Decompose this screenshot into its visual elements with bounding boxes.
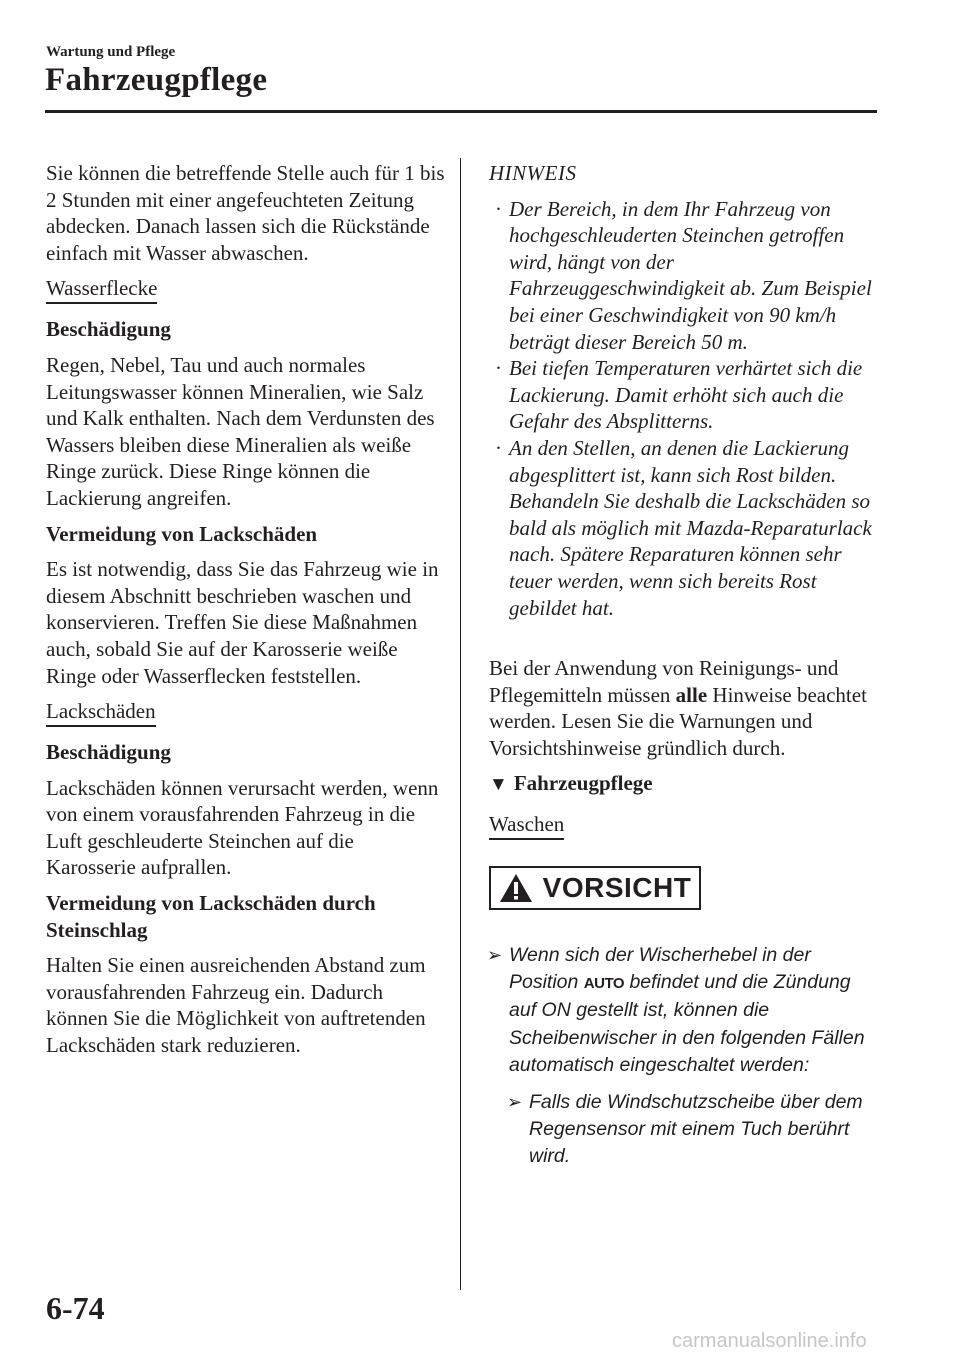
section-heading-text: Fahrzeugpflege: [513, 771, 653, 796]
right-column: [489, 160, 879, 1171]
left-column: [46, 160, 446, 1068]
hinweis-list: [489, 196, 879, 622]
wasserflecke-damage-heading: Beschädigung: [46, 317, 171, 342]
lackschaeden-heading: Lackschäden: [46, 699, 156, 727]
intro-paragraph: Sie können die betreffende Stelle auch für 1 bis 2 Stunden mit einer angefeuchteten Zeitung abdecken. Danach lassen sich die Rückstände einfach mit Wasser abwaschen.: [46, 161, 445, 265]
triangle-down-icon: ▼: [489, 774, 508, 796]
auto-position-badge: AUTO: [583, 975, 625, 993]
arrow-right-icon: ➢: [507, 1092, 523, 1113]
vorsicht-label: VORSICHT: [542, 871, 692, 903]
vorsicht-banner: [489, 866, 701, 910]
hinweis-heading: HINWEIS: [489, 161, 577, 185]
waschen-heading: Waschen: [489, 812, 564, 840]
hinweis-item: [489, 435, 879, 621]
header-rule: [45, 110, 877, 113]
usage-paragraph: Bei der Anwendung von Reinigungs- und Pflegemitteln müssen alle Hinweise beachtet werden. Lesen Sie die Warnungen und Vorsichtshinweise gründlich durch.: [489, 656, 867, 760]
hinweis-item-text: An den Stellen, an denen die Lackierung abgesplittert ist, kann sich Rost bilden. Behandeln Sie deshalb die Lackschäden so bald als möglich mit Mazda-Reparaturlack nach. Spätere Reparaturen können sehr teuer werden, wenn sich bereits Rost gebildet hat.: [509, 435, 872, 620]
wasserflecke-prevent-heading: Vermeidung von Lackschäden: [46, 521, 318, 546]
usage-emphasis: alle: [675, 682, 708, 707]
hinweis-item-text: Der Bereich, in dem Ihr Fahrzeug von hochgeschleuderten Steinchen getroffen wird, hängt von der Fahrzeuggeschwindigkeit ab. Zum Beispiel bei einer Geschwindigkeit von 90 km/h beträgt dieser Bereich 50 m.: [509, 196, 872, 354]
lackschaeden-damage-heading: Beschädigung: [46, 740, 171, 765]
wasserflecke-heading: Wasserflecke: [46, 276, 157, 304]
caution-item: ➢ Wenn sich der Wischerhebel in der Position AUTO befindet und die Zündung auf ON gestellt ist, können die Scheibenwischer in den folgenden Fällen automatisch eingeschaltet werden:: [487, 944, 865, 1076]
bullet-dot-icon: ·: [495, 196, 502, 221]
bullet-dot-icon: ·: [495, 356, 502, 381]
header-section-label: Wartung und Pflege: [46, 44, 176, 60]
caution-subitem: ➢ Falls die Windschutzscheibe über dem Regensensor mit einem Tuch berührt wird.: [507, 1091, 863, 1168]
page-number: 6-74: [46, 1290, 105, 1326]
wasserflecke-damage-text: Regen, Nebel, Tau und auch normales Leitungswasser können Mineralien, wie Salz und Kalk enthalten. Nach dem Verdunsten des Wassers bleiben diese Mineralien als weiße Ringe zurück. Diese Ringe können die Lackierung angreifen.: [46, 352, 435, 510]
wasserflecke-prevent-text: Es ist notwendig, dass Sie das Fahrzeug wie in diesem Abschnitt beschrieben waschen und konservieren. Treffen Sie diese Maßnahmen auch, sobald Sie auf der Karosserie weiße Ringe oder Wasserflecken feststellen.: [46, 557, 439, 688]
watermark-text: carmanualsonline.info: [672, 1330, 867, 1352]
section-heading: [489, 770, 879, 799]
lackschaeden-damage-text: Lackschäden können verursacht werden, wenn von einem vorausfahrenden Fahrzeug in die Luft geschleuderte Steinchen auf die Karosserie aufprallen.: [46, 775, 439, 880]
hinweis-item-text: Bei tiefen Temperaturen verhärtet sich die Lackierung. Damit erhöht sich auch die Gefahr des Absplitterns.: [509, 356, 863, 434]
lackschaeden-prevent-heading: Vermeidung von Lackschäden durch Steinschlag: [46, 891, 376, 942]
hinweis-item: [489, 196, 879, 356]
page-title: Fahrzeugpflege: [45, 62, 268, 98]
arrow-right-icon: ➢: [487, 945, 503, 966]
column-divider: [460, 158, 461, 1290]
warning-triangle-icon: [499, 873, 533, 903]
hinweis-item: [489, 355, 879, 435]
lackschaeden-prevent-text: Halten Sie einen ausreichenden Abstand zum vorausfahrenden Fahrzeug ein. Dadurch können Sie die Möglichkeit von auftretenden Lackschäden stark reduzieren.: [46, 953, 426, 1058]
bullet-dot-icon: ·: [495, 435, 502, 460]
